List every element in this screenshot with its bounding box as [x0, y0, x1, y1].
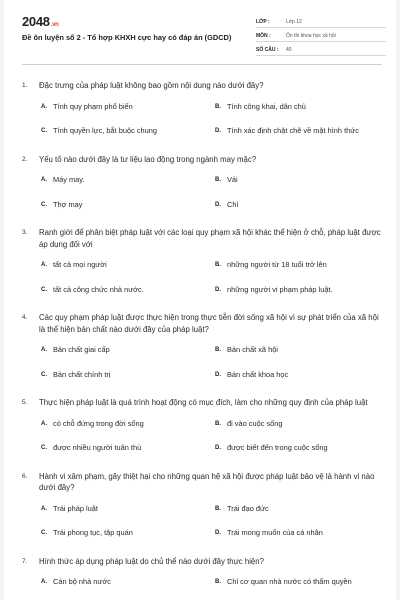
option-text: được biết đến trong cuộc sống — [227, 443, 328, 452]
question-number: 6. — [22, 472, 28, 480]
answer-option[interactable] — [41, 175, 215, 186]
option-text: Tính xác định chặt chẽ về mặt hình thức — [227, 126, 359, 135]
answer-options — [41, 260, 382, 295]
option-text: Bản chất khoa học — [227, 369, 289, 379]
answer-option[interactable] — [215, 370, 389, 381]
answer-option[interactable] — [41, 419, 215, 430]
option-letter: A. — [41, 420, 47, 427]
answer-option[interactable] — [41, 370, 215, 381]
option-letter: D. — [215, 445, 221, 451]
option-letter: A. — [41, 262, 47, 268]
option-text: Tính công khai, dân chủ — [227, 101, 306, 111]
option-text: Chỉ — [227, 199, 239, 209]
answer-options — [41, 577, 382, 588]
option-letter: D. — [215, 201, 221, 208]
option-text: đi vào cuộc sống — [227, 418, 283, 428]
option-letter: D. — [215, 530, 221, 536]
question-head — [22, 227, 382, 250]
question-item — [22, 397, 382, 454]
option-letter: D. — [215, 286, 221, 293]
answer-option[interactable] — [41, 102, 215, 113]
option-text: tất cả công chức nhà nước. — [53, 284, 144, 294]
question-head — [22, 80, 382, 92]
option-letter: B. — [215, 262, 221, 268]
option-letter: C. — [41, 201, 47, 208]
meta-row — [256, 14, 386, 28]
document-header — [4, 0, 396, 66]
answer-option[interactable] — [215, 175, 389, 186]
question-text: Hình thức áp dụng pháp luật do chủ thể nào dưới đây thực hiện? — [39, 556, 264, 566]
answer-option[interactable] — [215, 443, 389, 454]
meta-label: LỚP : — [256, 19, 270, 25]
answer-option[interactable] — [215, 504, 389, 515]
document-page — [4, 0, 396, 600]
question-item — [22, 312, 382, 380]
option-letter: D. — [215, 371, 221, 378]
answer-options — [41, 504, 382, 539]
option-letter: B. — [215, 579, 221, 585]
question-item — [22, 80, 382, 137]
option-text: Thợ may — [53, 199, 83, 209]
option-letter: B. — [215, 103, 221, 110]
option-text: được nhiều người tuân thủ — [53, 443, 142, 452]
option-text: có chỗ đứng trong đời sống — [53, 418, 144, 428]
option-letter: A. — [41, 177, 47, 183]
answer-option[interactable] — [215, 528, 389, 539]
answer-option[interactable] — [41, 528, 215, 539]
answer-option[interactable] — [41, 577, 215, 588]
answer-options — [41, 345, 382, 380]
meta-label: SỐ CÂU : — [256, 47, 279, 53]
question-item — [22, 154, 382, 211]
meta-label: MÔN : — [256, 33, 271, 39]
question-head — [22, 312, 382, 335]
answer-option[interactable] — [41, 443, 215, 454]
option-text: Tính quy phạm phổ biến — [53, 101, 133, 111]
option-letter: D. — [215, 128, 221, 134]
option-text: Máy may. — [53, 175, 85, 184]
answer-option[interactable] — [215, 285, 389, 296]
question-number: 1. — [22, 82, 28, 89]
answer-options — [41, 102, 382, 137]
option-letter: C. — [41, 445, 47, 451]
option-text: những người vi phạm pháp luật. — [227, 284, 333, 294]
logo-main: 2048 — [22, 14, 50, 29]
answer-option[interactable] — [215, 102, 389, 113]
option-text: Vải — [227, 175, 238, 184]
question-text: Thực hiện pháp luật là quá trình hoạt động có mục đích, làm cho những quy định của pháp luật — [39, 398, 368, 407]
option-text: Bản chất chính trị — [53, 369, 111, 379]
meta-value: 40 — [286, 47, 292, 53]
site-logo[interactable] — [22, 14, 59, 29]
option-text: Trái mong muốn của cá nhân — [227, 528, 323, 537]
answer-option[interactable] — [41, 504, 215, 515]
question-text: Đặc trưng của pháp luật không bao gồm nội dung nào dưới đây? — [39, 81, 264, 90]
header-divider — [22, 64, 382, 65]
option-letter: B. — [215, 347, 221, 353]
option-text: tất cả mọi người — [53, 260, 107, 269]
question-text: Các quy phạm pháp luật được thực hiện trong thực tiễn đời sống xã hội vì sự phát triển của xã hội là thể hiện bản chất nào dưới đây của pháp luật? — [39, 313, 379, 334]
answer-options — [41, 175, 382, 210]
option-text: Trái phong tục, tập quán — [53, 528, 133, 537]
answer-option[interactable] — [41, 345, 215, 356]
meta-info — [256, 14, 386, 56]
option-letter: B. — [215, 420, 221, 427]
question-item — [22, 556, 382, 588]
option-text: Tính quyền lực, bắt buộc chung — [53, 126, 157, 135]
question-number: 2. — [22, 155, 28, 163]
answer-option[interactable] — [41, 126, 215, 137]
option-letter: C. — [41, 371, 47, 378]
answer-option[interactable] — [41, 285, 215, 296]
option-letter: C. — [41, 128, 47, 134]
answer-option[interactable] — [215, 260, 389, 271]
option-letter: B. — [215, 177, 221, 183]
question-number: 7. — [22, 557, 28, 565]
option-letter: A. — [41, 347, 47, 353]
question-item — [22, 471, 382, 539]
option-text: những người từ 18 tuổi trở lên — [227, 260, 327, 269]
question-number: 3. — [22, 229, 28, 236]
question-text: Yếu tố nào dưới đây là tư liệu lao động trong ngành may mặc? — [39, 154, 257, 164]
meta-row — [256, 28, 386, 42]
question-text: Hành vi xâm phạm, gây thiệt hại cho những quan hệ xã hội được pháp luật bảo vệ là hành vi nào dưới đây? — [39, 471, 375, 492]
meta-row — [256, 42, 386, 56]
answer-option[interactable] — [215, 419, 389, 430]
question-text: Ranh giới để phân biệt pháp luật với các loại quy phạm xã hội khác thể hiện ở chỗ, pháp luật được áp dụng đối với — [39, 228, 381, 249]
option-text: Trái đạo đức — [227, 503, 269, 513]
answer-option[interactable] — [215, 126, 389, 137]
answer-options — [41, 419, 382, 454]
question-number: 4. — [22, 314, 28, 321]
answer-option[interactable] — [41, 260, 215, 271]
question-head — [22, 154, 382, 166]
logo-suffix: .vn — [50, 22, 59, 28]
option-text: Chỉ cơ quan nhà nước có thẩm quyền — [227, 577, 352, 586]
document-title: Đề ôn luyện số 2 - Tổ hợp KHXH cực hay có đáp án (GDCD) — [22, 33, 232, 42]
answer-option[interactable] — [41, 200, 215, 211]
option-letter: A. — [41, 505, 47, 512]
meta-value: Lớp 12 — [286, 19, 302, 25]
option-letter: B. — [215, 505, 221, 512]
option-letter: A. — [41, 579, 47, 585]
question-head — [22, 471, 382, 494]
answer-option[interactable] — [215, 577, 389, 588]
question-head — [22, 556, 382, 568]
option-letter: A. — [41, 103, 47, 110]
answer-option[interactable] — [215, 200, 389, 211]
meta-value: Ôn thi khoa học xã hội — [286, 33, 336, 39]
question-head — [22, 397, 382, 409]
option-letter: C. — [41, 286, 47, 293]
option-text: Bản chất giai cấp — [53, 345, 110, 354]
question-number: 5. — [22, 399, 28, 406]
answer-option[interactable] — [215, 345, 389, 356]
option-text: Bản chất xã hội — [227, 345, 278, 354]
option-text: Cán bộ nhà nước — [53, 577, 111, 586]
option-letter: C. — [41, 530, 47, 536]
question-item — [22, 227, 382, 295]
question-list — [22, 80, 382, 600]
option-text: Trái pháp luật — [53, 503, 98, 513]
